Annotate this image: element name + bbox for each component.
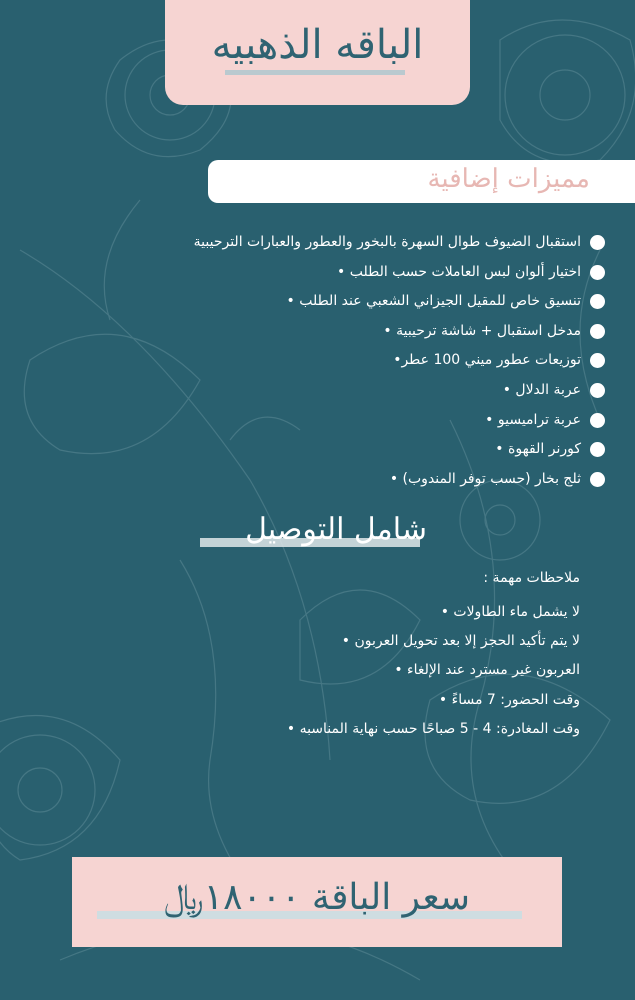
title-underline <box>225 70 405 75</box>
delivery-label: شامل التوصيل <box>245 512 427 547</box>
notes-title: ملاحظات مهمة : <box>483 570 580 586</box>
list-item: ثلج بخار (حسب توفر المندوب) • <box>45 465 605 495</box>
list-item: عربة الدلال • <box>45 376 605 406</box>
package-title-box <box>165 0 470 105</box>
list-item: استقبال الضيوف طوال السهرة بالبخور والعطور والعبارات الترحيبية <box>45 228 605 258</box>
bullet-icon <box>590 353 605 368</box>
list-item: العربون غير مسترد عند الإلغاء • <box>394 662 580 679</box>
notes-list <box>100 598 580 744</box>
features-title: مميزات إضافية <box>427 164 590 194</box>
bullet-icon <box>590 472 605 487</box>
list-item: لا يتم تأكيد الحجز إلا بعد تحويل العربون • <box>341 633 580 650</box>
list-item: مدخل استقبال + شاشة ترحيبية • <box>45 317 605 347</box>
list-item: تنسيق خاص للمقيل الجيزاني الشعبي عند الطلب • <box>45 287 605 317</box>
bullet-icon <box>590 383 605 398</box>
price-box <box>72 857 562 947</box>
list-item: لا يشمل ماء الطاولات • <box>440 604 580 620</box>
features-list <box>45 228 605 494</box>
bullet-icon <box>590 324 605 339</box>
bullet-icon <box>590 235 605 250</box>
bullet-icon <box>590 413 605 428</box>
list-item: كورنر القهوة • <box>45 435 605 465</box>
list-item: توزيعات عطور ميني 100 عطر• <box>45 346 605 376</box>
package-title: الباقه الذهبيه <box>211 22 424 68</box>
features-header-box <box>208 160 635 203</box>
list-item: وقت المغادرة: 4 - 5 صباحًا حسب نهاية المناسبه • <box>286 720 580 737</box>
package-price: سعر الباقة ١٨٠٠٠﷼ <box>163 877 471 918</box>
list-item: وقت الحضور: 7 مساءً • <box>438 691 580 708</box>
list-item: عربة تراميسيو • <box>45 406 605 436</box>
bullet-icon <box>590 294 605 309</box>
list-item: اختيار ألوان لبس العاملات حسب الطلب • <box>45 258 605 288</box>
bullet-icon <box>590 265 605 280</box>
bullet-icon <box>590 442 605 457</box>
